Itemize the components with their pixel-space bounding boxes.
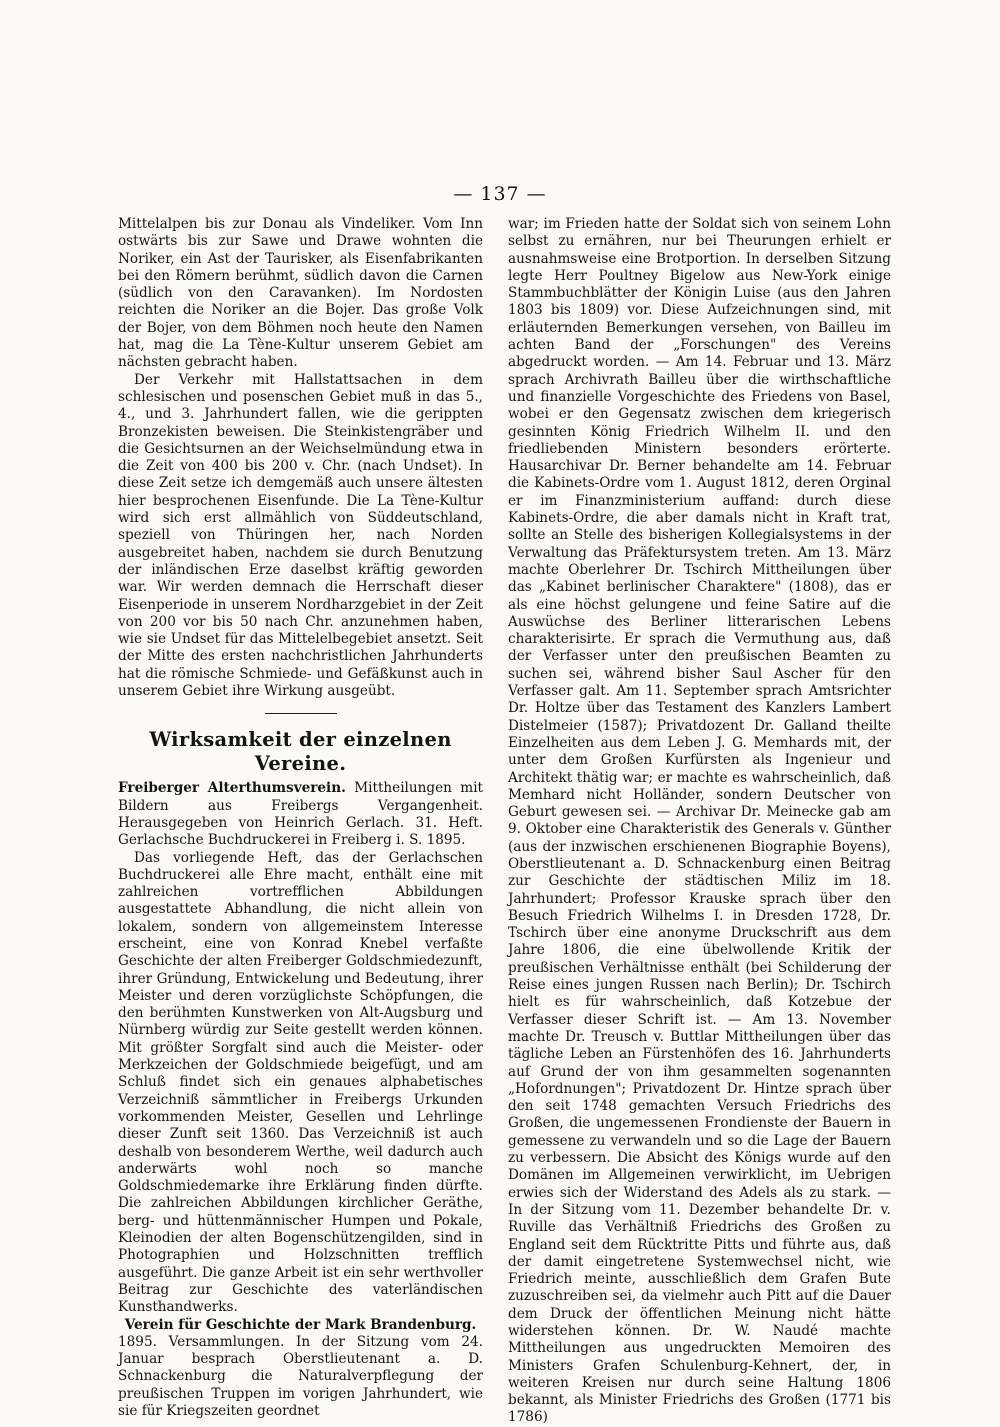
left-column — [118, 216, 483, 1420]
page-number: — 137 — — [453, 183, 547, 205]
section-heading: Wirksamkeit der einzelnen Vereine. — [149, 728, 452, 776]
paragraph: 1895. Versammlungen. In der Sitzung vom 24. Januar besprach Oberstlieutenant a. D. Schnackenburg die Naturalverpflegung der preußischen Truppen im vorigen Jahrhundert, wie sie für Kriegszeiten geordnet — [118, 1333, 483, 1419]
entry-title: Verein für Geschichte der Mark Brandenburg. — [124, 1316, 477, 1333]
paragraph: Das vorliegende Heft, das der Gerlachschen Buchdruckerei alle Ehre macht, enthält eine mit zahlreichen vortrefflichen Abbildungen ausgestattete Abhandlung, die nicht allein von lokalem, sondern von allgemeinstem Interesse erscheint, eine von Konrad Knebel verfaßte Geschichte der alten Freiberger Goldschmiedezunft, ihrer Gründung, Entwickelung und Bedeutung, ihrer Meister und deren vorzüglichste Schöpfungen, die den berühmten Kunstwerken von Alt-Augsburg und Nürnberg würdig zur Seite gestellt werden können. Mit größter Sorgfalt sind auch die Meister- oder Merkzeichen der Goldschmiede beigefügt, und am Schluß findet sich ein genaues alphabetisches Verzeichniß sämmtlicher in Freibergs Urkunden vorkommenden Meister, Gesellen und Lehrlinge dieser Zunft seit 1360. Das Verzeichniß ist auch deshalb von besonderem Werthe, weil dadurch auch anderwärts wohl noch so manche Goldschmiedemarke ihre Erklärung finden dürfte. Die zahlreichen Abbildungen kirchlicher Geräthe, berg- und hüttenmännischer Humpen und Pokale, Kleinodien der alten Bogenschützengilden, sind in Photographien und Holzschnitten trefflich ausgeführt. Die ganze Arbeit ist ein sehr werthvoller Beitrag zur Geschichte des vaterländischen Kunsthandwerks. — [118, 849, 483, 1316]
paragraph: war; im Frieden hatte der Soldat sich von seinem Lohn selbst zu ernähren, nur bei Theurungen erhielt er ausnahmsweise eine Brotportion. In derselben Sitzung legte Herr Poultney Bigelow aus New-York einige Stammbuchblätter der Königin Luise (aus den Jahren 1803 bis 1809) vor. Diese Aufzeichnungen sind, mit erläuternden Bemerkungen versehen, von Bailleu im achten Band der „Forschungen" des Vereins abgedruckt worden. — Am 14. Februar und 13. März sprach Archivrath Bailleu über die wirthschaftliche und finanzielle Vorgeschichte des Friedens von Basel, wobei er den Gegensatz zwischen dem kriegerisch gesinnten König Friedrich Wilhelm II. und den friedliebenden Ministern besonders erörterte. Hausarchivar Dr. Berner behandelte am 14. Februar die Kabinets-Ordre vom 1. August 1812, deren Orginal er im Finanzministerium auffand: durch diese Kabinets-Ordre, die aber damals nicht in Kraft trat, sollte an Stelle des bisherigen Kollegialsystems in der Verwaltung das Präfektursystem treten. Am 13. März machte Oberlehrer Dr. Tschirch Mittheilungen über das „Kabinet berlinischer Charaktere" (1808), das er als eine höchst gelungene und feine Satire auf die Auswüchse des Berliner litterarischen Lebens charakterisirte. Er sprach die Vermuthung aus, daß der Verfasser unter den preußischen Beamten zu suchen sei, während bisher Saul Ascher für den Verfasser galt. Am 11. September sprach Amtsrichter Dr. Holtze über das Testament des Kanzlers Lambert Distelmeier (1587); Privatdozent Dr. Galland theilte Einzelheiten aus dem Leben J. G. Memhards mit, der unter dem Großen Kurfürsten als Ingenieur und Architekt thätig war; er machte es wahrscheinlich, daß Memhard nicht Holländer, sondern Deutscher von Geburt gewesen sei. — Archivar Dr. Meinecke gab am 9. Oktober eine Charakteristik des Generals v. Günther (aus der inzwischen erschienenen Biographie Boyens), Oberstlieutenant a. D. Schnackenburg einen Beitrag zur Geschichte der städtischen Miliz im 18. Jahrhundert; Professor Krauske sprach über den Besuch Friedrich Wilhelms I. in Dresden 1728, Dr. Tschirch über eine anonyme Druckschrift aus dem Jahre 1806, die eine übelwollende Kritik der preußischen Verhältnisse enthält (bei Schilderung der Reise eines jungen Russen nach Berlin); Dr. Tschirch hielt es für wahrscheinlich, daß Kotzebue der Verfasser dieser Schrift ist. — Am 13. November machte Dr. Treusch v. Buttlar Mittheilungen über das tägliche Leben an Fürstenhöfen des 16. Jahrhunderts auf Grund der von ihm gesammelten sogenannten „Hofordnungen"; Privatdozent Dr. Hintze sprach über den seit 1748 gemachten Versuch Friedrichs des Großen, die ungemessenen Frondienste der Bauern in gemessene zu verwandeln und so die Lage der Bauern zu verbessern. Die Absicht des Königs wurde auf den Domänen im Allgemeinen verwirklicht, im Uebrigen erwies sich der Widerstand des Adels als zu stark. — In der Sitzung vom 11. Dezember behandelte Dr. v. Ruville das Verhältniß Friedrichs des Großen zu England seit dem Rücktritte Pitts und führte aus, daß der damit eingetretene Systemwechsel nicht, wie Friedrich meinte, ausschließlich dem Grafen Bute zuzuschreiben sei, da vielmehr auch Pitt auf die Dauer dem Druck der öffentlichen Meinung nicht hätte widerstehen können. Dr. W. Naudé machte Mittheilungen aus ungedruckten Memoiren des Ministers Grafen Schulenburg-Kehnert, der, in weiteren Kreisen nur durch seine Haltung 1806 bekannt, als Minister Friedrichs des Großen (1771 bis 1786) — [508, 216, 891, 1426]
right-column — [508, 216, 891, 1427]
entry-citation: Mittheilungen mit Bildern aus Freibergs Vergangenheit. Herausgegeben von Heinrich Gerlach. 31. Heft. Gerlachsche Buchdruckerei in Freiberg i. S. 1895. — [118, 780, 483, 849]
paragraph: Mittelalpen bis zur Donau als Vindeliker. Vom Inn ostwärts bis zur Sawe und Drawe wohnten die Noriker, ein Ast der Taurisker, als Eisenfabrikanten bei den Römern berühmt, südlich davon die Carnen (südlich von den Caravanken). Im Nordosten reichten die Noriker an die Bojer. Das große Volk der Bojer, von dem Böhmen noch heute den Namen hat, mag die La Tène-Kultur unserem Gebiet am nächsten gebracht haben. — [118, 216, 483, 371]
entry-title: Freiberger Alterthumsverein. — [118, 780, 346, 797]
entry-header — [118, 780, 483, 849]
section-divider — [265, 713, 337, 714]
paragraph: Der Verkehr mit Hallstattsachen in dem schlesischen und posenschen Gebiet muß in das 5., 4., und 3. Jahrhundert fallen, wie die gerippten Bronzekisten beweisen. Die Steinkistengräber und die Gesichtsurnen an der Weichselmündung etwa in die Zeit von 400 bis 200 v. Chr. (nach Undset). In diese Zeit setze ich demgemäß auch unsere ältesten hier besprochenen Eisenfunde. Die La Tène-Kultur wird sich erst allmählich von Süddeutschland, speziell von Thüringen her, nach Norden ausgebreitet haben, nachdem sie durch Benutzung der inländischen Erze daselbst kräftig geworden war. Wir werden demnach die Herrschaft dieser Eisenperiode in unserem Nordharzgebiet in der Zeit von 200 vor bis 50 nach Chr. anzunehmen haben, wie sie Undset für das Mittelelbegebiet ansetzt. Seit der Mitte des ersten nachchristlichen Jahrhunderts hat die römische Schmiede- und Gefäßkunst auch in unserem Gebiet ihre Wirkung ausgeübt. — [118, 371, 483, 700]
